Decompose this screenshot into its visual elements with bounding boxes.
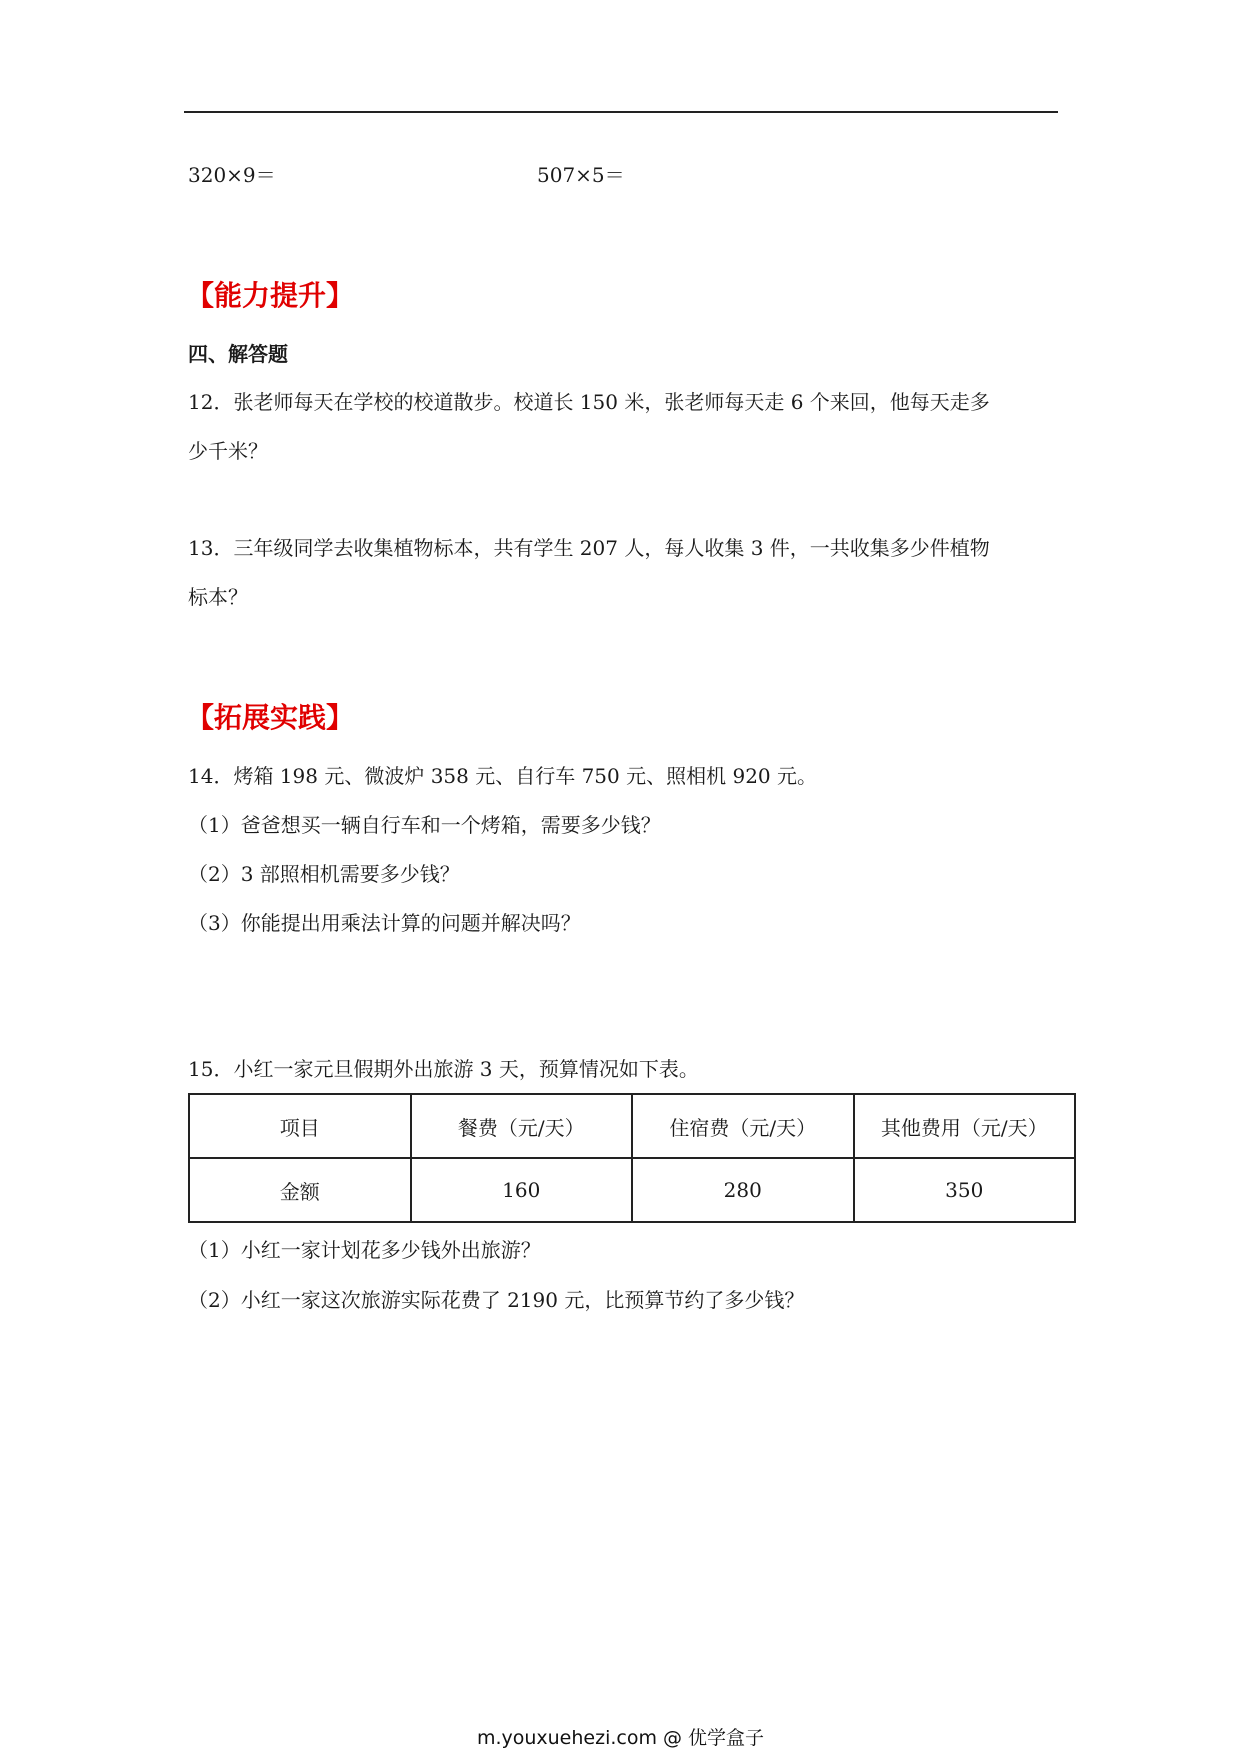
- calc-320x9: 320×9＝: [188, 163, 276, 187]
- table-cell: 金额: [189, 1158, 411, 1222]
- table-header-cell: 餐费（元/天）: [411, 1094, 633, 1158]
- budget-table: [188, 1093, 1076, 1223]
- q14-part2: （2）3 部照相机需要多少钱？: [188, 862, 460, 886]
- table-cell: 350: [854, 1158, 1076, 1222]
- table-header-cell: 其他费用（元/天）: [854, 1094, 1076, 1158]
- table-header-cell: 项目: [189, 1094, 411, 1158]
- q14-part1: （1）爸爸想买一辆自行车和一个烤箱，需要多少钱？: [188, 813, 661, 837]
- q12-line2: 少千米？: [188, 439, 268, 463]
- q15-part1: （1）小红一家计划花多少钱外出旅游？: [188, 1238, 541, 1262]
- table-row: [189, 1158, 1075, 1222]
- q15-part2: （2）小红一家这次旅游实际花费了 2190 元，比预算节约了多少钱？: [188, 1288, 805, 1312]
- subheading-problems: 四、解答题: [188, 342, 288, 366]
- table-cell: 160: [411, 1158, 633, 1222]
- q13-line2: 标本？: [188, 585, 248, 609]
- table-header-row: [189, 1094, 1075, 1158]
- calc-507x5: 507×5＝: [537, 163, 625, 187]
- q15-stem: 15．小红一家元旦假期外出旅游 3 天，预算情况如下表。: [188, 1057, 699, 1081]
- q13-line1: 13．三年级同学去收集植物标本，共有学生 207 人，每人收集 3 件，一共收集多少件植物: [188, 536, 990, 560]
- table-cell: 280: [632, 1158, 854, 1222]
- section-title-practice: 【拓展实践】: [186, 701, 355, 734]
- footer-watermark: m.youxuehezi.com @ 优学盒子: [476, 1727, 765, 1749]
- section-title-ability: 【能力提升】: [186, 279, 355, 312]
- q14-stem: 14．烤箱 198 元、微波炉 358 元、自行车 750 元、照相机 920 元。: [188, 764, 818, 788]
- q12-line1: 12．张老师每天在学校的校道散步。校道长 150 米，张老师每天走 6 个来回，他每天走多: [188, 390, 990, 414]
- q14-part3: （3）你能提出用乘法计算的问题并解决吗？: [188, 911, 581, 935]
- header-rule: [184, 111, 1058, 113]
- table-header-cell: 住宿费（元/天）: [632, 1094, 854, 1158]
